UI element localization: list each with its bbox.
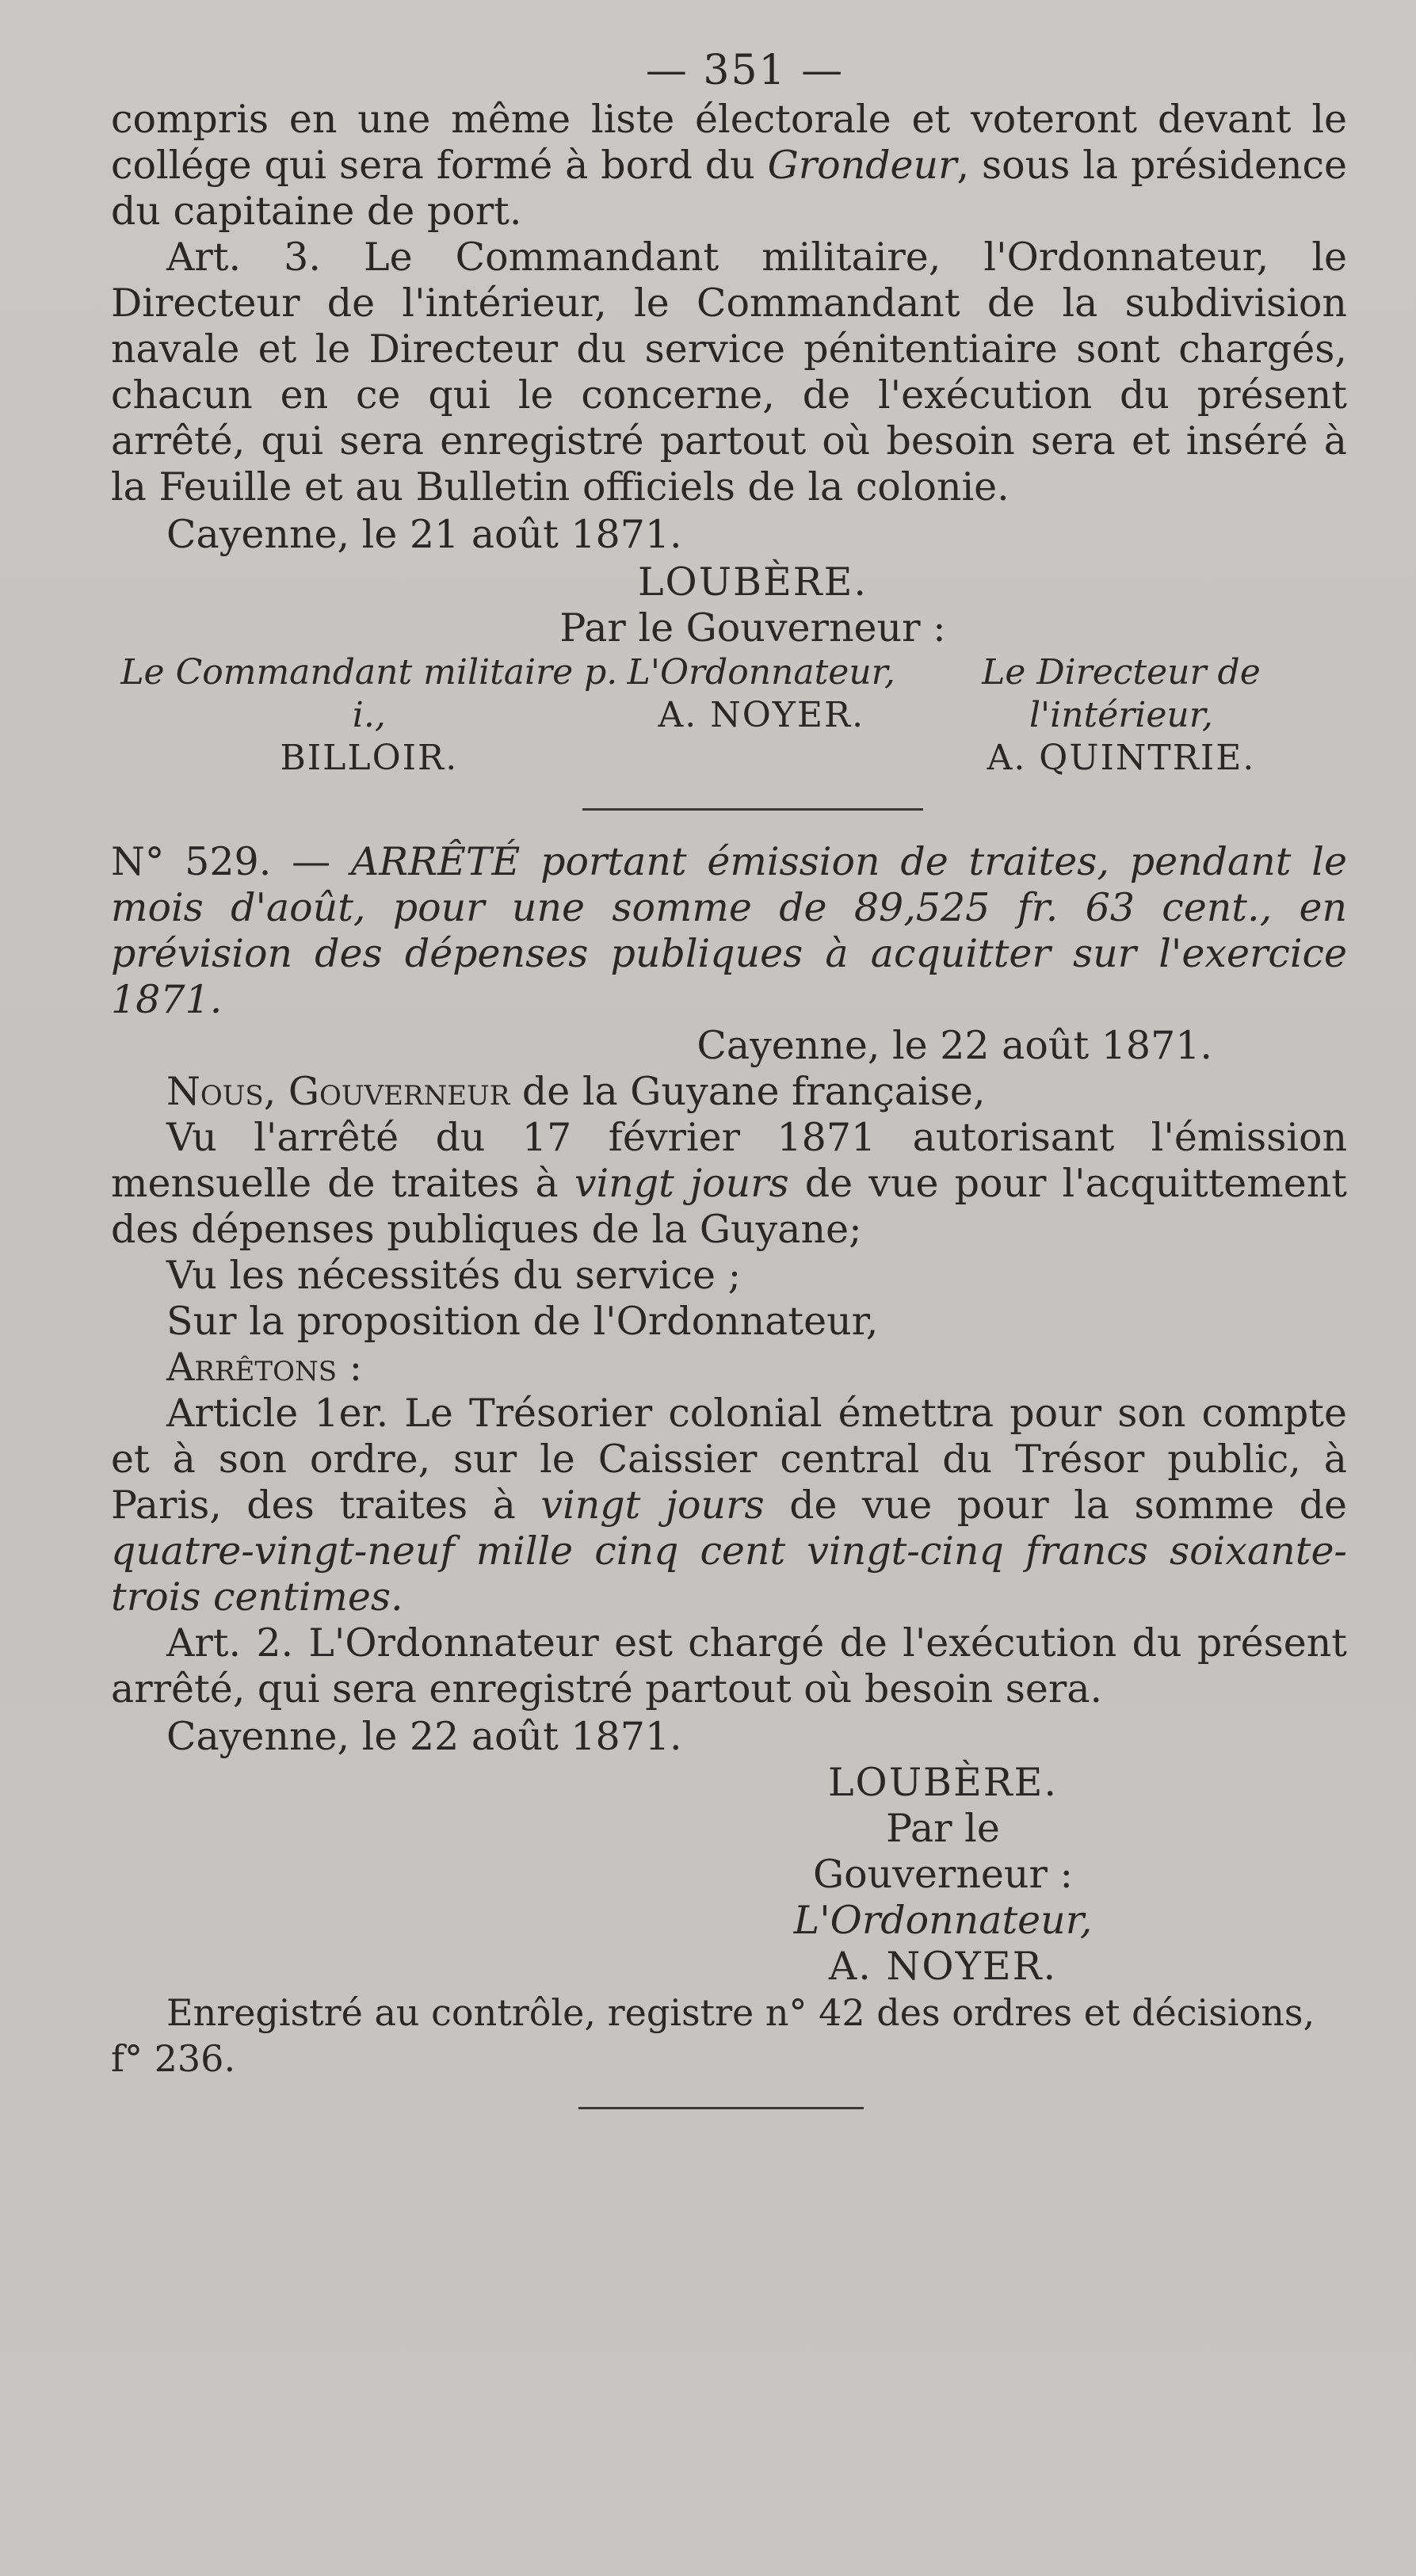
ordonnateur-name: A. NOYER. [828, 1944, 1058, 1989]
section-divider [582, 808, 923, 811]
decree-heading [111, 839, 1347, 1023]
second-place-date: Cayenne, le 22 août 1871. [166, 1714, 682, 1759]
ordonnateur-title: L'Ordonnateur, [793, 1898, 1093, 1943]
arretons: Arrêtons : [166, 1345, 363, 1390]
article-3: Art. 3. Le Commandant militaire, l'Ordonnateur, le Directeur de l'intérieur, le Commandant de la subdivision navale et le Directeur du service pénitentiaire sont chargés, chacun en ce qui le concerne, de l'exécution du présent arrêté, qui sera enregistré partout où besoin sera et inséré à la Feuille et au Bulletin officiels de la colonie. [111, 235, 1347, 509]
vu-arrete: Vu l'arrêté du 17 février 1871 autorisant l'émission mensuelle de traites à vingt jours de vue pour l'acquittement des dépenses publiques de la Guyane; [111, 1115, 1347, 1252]
article-2: Art. 2. L'Ordonnateur est chargé de l'exécution du présent arrêté, qui sera enregistré partout où besoin sera. [111, 1620, 1347, 1712]
countersigner-ordonnateur: L'Ordonnateur, A. NOYER. [627, 652, 895, 735]
nous-gouverneur: Nous, Gouverneur de la Guyane française, [166, 1069, 986, 1114]
page-text [111, 48, 1347, 2109]
first-signature: LOUBÈRE. [637, 559, 868, 605]
article-1: Article 1er. Le Trésorier colonial émettra pour son compte et à son ordre, sur le Caissier central du Trésor public, à Paris, des traites à vingt jours de vue pour la somme de quatre-vingt-neuf mille cinq cent vingt-cinq francs soixante-trois centimes. [111, 1391, 1347, 1620]
par-le-gouverneur-2: Par le Gouverneur : [813, 1806, 1073, 1897]
countersignature-row [111, 651, 1347, 780]
decree-place-date: Cayenne, le 22 août 1871. [697, 1023, 1212, 1068]
top-paragraph: compris en une même liste électorale et voteront devant le collége qui sera formé à bord du Grondeur, sous la présidence du capitaine de port. [111, 97, 1347, 234]
countersigner-commandant: Le Commandant militaire p. i., BILLOIR. [120, 652, 618, 778]
decree-number: N° 529. — [111, 839, 331, 884]
vu-necessites: Vu les nécessités du service ; [166, 1253, 742, 1298]
final-divider [578, 2107, 864, 2109]
ship-name: Grondeur [767, 143, 957, 188]
countersigner-directeur: Le Directeur de l'intérieur, A. QUINTRIE. [982, 652, 1261, 778]
page-number: — 351 — [645, 47, 845, 94]
registration-note: Enregistré au contrôle, registre n° 42 des ordres et décisions, f° 236. [111, 1991, 1315, 2080]
par-le-gouverneur-1: Par le Gouverneur : [559, 605, 946, 651]
sur-proposition: Sur la proposition de l'Ordonnateur, [166, 1299, 879, 1344]
second-signature: LOUBÈRE. [827, 1760, 1059, 1805]
decree-title: ARRÊTÉ portant émission de traites, pendant le mois d'août, pour une somme de 89,525 fr. 63 cent., en prévision des dépenses publiques à acquitter sur l'exercice 1871. [111, 839, 1347, 1022]
first-place-date: Cayenne, le 21 août 1871. [166, 512, 682, 557]
second-signature-block [769, 1760, 1117, 1990]
